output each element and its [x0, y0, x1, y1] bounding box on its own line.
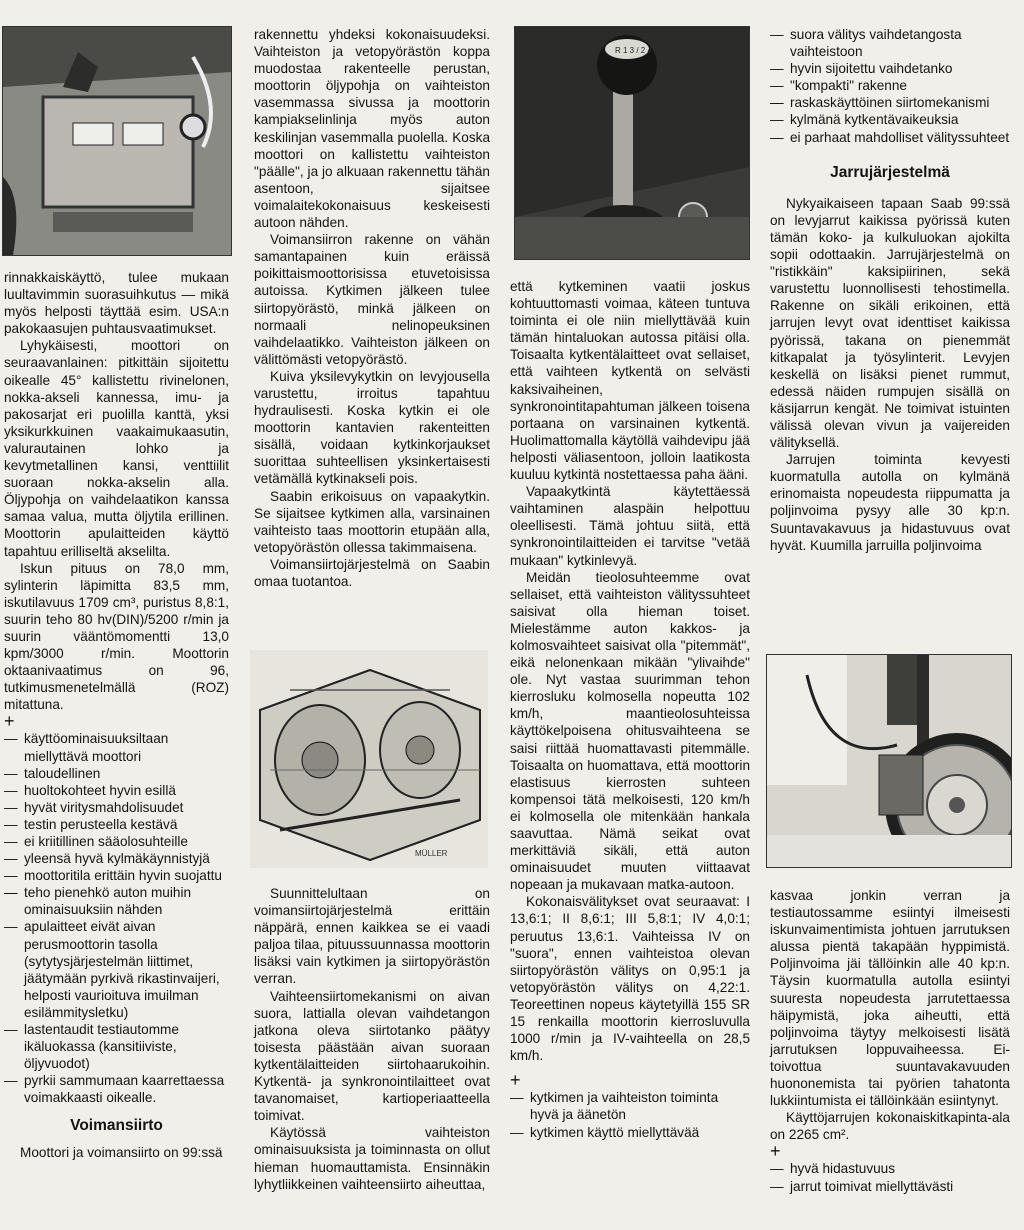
list-item: — testin perusteella kestävä [4, 816, 229, 833]
col4-minus-list [770, 26, 1010, 146]
list-item: — hyvin sijoitettu vaihdetanko [770, 60, 1010, 77]
gear-lever-image [515, 27, 749, 259]
column-2 [254, 26, 490, 590]
col1-para-2: Lyhykäisesti, moottori on seuraavanlainen: pitkittäin sijoitettu oikealle 45° kallistettu rivinelonen, nokka-akseli kannessa, imu- ja pakosarjat eri puolilla kanttä, yksi yksikurkkuinen vaakaimukaasutin, valurautainen lohko ja kevytmetallinen kansi, venttiilit suoraan nokka-akselin alla. Öljypohja on vaihdelaatikon kanssa samaa valua, mutta öljytila erillinen. Moottorin apulaitteiden käyttö tapahtuu erilliseltä akselilta. [4, 338, 229, 559]
col1-plus-sign: + [4, 711, 15, 732]
disc-brake-image [767, 655, 1011, 867]
list-item: — huoltokohteet hyvin esillä [4, 782, 229, 799]
column-4-bottom [770, 887, 1010, 1195]
col1-plus-list [4, 730, 229, 884]
gear-lever-photo [514, 26, 750, 260]
list-item: — kytkimen käyttö miellyttävää [510, 1124, 750, 1141]
list-item: — moottoritila erittäin hyvin suojattu [4, 867, 229, 884]
col1-last-line: Moottori ja voimansiirto on 99:ssä [20, 1144, 223, 1160]
drivetrain-drawing [250, 650, 488, 868]
col2-para-6: Suunnittelultaan on voimansiirtojärjestelmä erittäin näppärä, ennen kaikkea se ei vaadi paljoa tilaa, pituussuunnassa moottorin lisäksi vain kytkimen ja siirtopyörästön verran. [254, 886, 490, 987]
col3-para-1: että kytkeminen vaatii joskus kohtuuttomasti voimaa, käteen tuntuva toiminta ei ole niin miellyttävää kuin tämän hintaluokan autossa pitäisi olla. Toisaalta kytkentälaitteet ovat sellaiset, että vaihteen kytkentä on selvästi kaksivaiheinen, synkronointitapahtuman jälkeen toisena portaana on varsinainen kytkentä. Huolimattomalla käytöllä vaihdevipu jää helposti väliasentoon, jolloin laatikosta kuuluu kytkintä nostettaessa paha ääni. [510, 279, 750, 483]
col4-para-4: Käyttöjarrujen kokonaiskitkapinta-ala on 2265 cm². [770, 1110, 1010, 1143]
list-item: — ei parhaat mahdolliset välityssuhteet [770, 129, 1010, 146]
list-item: — hyvät viritysmahdolisuudet [4, 799, 229, 816]
column-4 [770, 26, 1010, 554]
col2-para-4: Saabin erikoisuus on vapaakytkin. Se sijaitsee kytkimen alla, varsinainen vaihteisto taas moottorin etupään alla, vetopyörästön ollessa takimmaisena. [254, 488, 490, 555]
section-heading-jarrujarjestelma: Jarrujärjestelmä [830, 163, 950, 181]
col4-plus-list [770, 1160, 1010, 1194]
col2-para-1: rakennettu yhdeksi kokonaisuudeksi. Vaihteiston ja vetopyörästön koppa muodostaa rakenteelle perustan, moottorin öljypohja on vaihteiston vasemmassa sivussa ja moottorin kampiakselinlinja myös auton keskilinjan vasemmalla puolella. Koska moottori on kallistettu vaihteiston "päälle", ja jo alkuaan rakennettu tähän asentoon, sijaitsee voimalaitekokonaisuus keskeisesti autoon nähden. [254, 27, 490, 231]
column-2-bottom [254, 885, 490, 1193]
col1-minus-list [4, 884, 229, 1106]
col2-para-5: Voimansiirtojärjestelmä on Saabin omaa tuotantoa. [254, 556, 490, 589]
list-item: — ei kriitillinen sääolosuhteille [4, 833, 229, 850]
drivetrain-illustration [250, 650, 488, 868]
list-item: — apulaitteet eivät aivan perusmoottorin tasolla (sytytysjärjestelmän liittimet, jäätymään pyrkivä rikastinvaijeri, helposti vaurioituva imuilman esilämmitysletku) [4, 918, 229, 1021]
engine-battery-photo [2, 26, 232, 256]
col2-para-3: Kuiva yksilevykytkin on levyjousella varustettu, irroitus tapahtuu hydraulisesti. Koska kytkin ei ole moottorin kantavien rakenteitten sisällä, voidaan kytkinkorjaukset suorittaa suhteellisen yksinkertaisesti vetämällä kytkinakseli pois. [254, 368, 490, 487]
section-heading-voimansiirto: Voimansiirto [70, 1116, 163, 1134]
list-item: — pyrkii sammumaan kaarrettaessa voimakkaasti oikealle. [4, 1072, 229, 1106]
list-item: — "kompakti" rakenne [770, 77, 1010, 94]
list-item: — käyttöominaisuuksiltaan miellyttävä moottori [4, 730, 229, 764]
list-item: — yleensä hyvä kylmäkäynnistyjä [4, 850, 229, 867]
illustrator-signature: MÜLLER [415, 849, 448, 858]
column-3 [510, 278, 750, 1141]
list-item: — raskaskäyttöinen siirtomekanismi [770, 94, 1010, 111]
list-item: — kytkimen ja vaihteiston toiminta hyvä ja äänetön [510, 1089, 750, 1123]
col2-para-7: Vaihteensiirtomekanismi on aivan suora, lattialla olevan vaihdetangon jatkona oleva siirtotanko päätyy toisesta päästään aivan suoraan kytkentälaitteiden siirtohaarukoihin. Kytkentä- ja synkronointilaitteet ovat tavanomaiset, kartioperiaatteella toimivat. [254, 988, 490, 1124]
gear-knob-marking: R 1 3 / 2 4 [615, 46, 652, 55]
col3-para-3: Meidän tieolosuhteemme ovat sellaiset, että vaihteiston välityssuhteet saisivat olla hieman toiset. Mielestämme auton kakkos- ja kolmosvaihteet saisivat olla "pitemmät", eikä nelonenkaan mikään "ylivaihde" ole. Nyt vastaa suurimman tehon kierrosluku kolmosella nopeutta 102 km/h, maantieolosuhteissa käyttökelpoisena ohitusvaihteena se saisi riittää huomattavasti pitemmälle. Toisaalta on huomattava, että moottorin elastisuus kierrosten suhteen kompensoi tätä melkoisesti, 120 km/h ei kolmosella ole mitenkään hankala saavuttaa. Nämä seikat ovat merkittäviä sikäli, että auton ominaisuudet muuten viittaavat nopeaan ja mukavaan matka-autoon. [510, 569, 750, 893]
col4-para-2: Jarrujen toiminta kevyesti kuormatulla autolla on kylmänä erinomaista nopeudesta riippumatta ja poljinvoima pysyy alle 30 kp:n. Suuntavakavuus ja hidastuvuus ovat hyvät. Kuumilla jarruilla poljinvoima [770, 452, 1010, 553]
list-item: — taloudellinen [4, 765, 229, 782]
list-item: — suora välitys vaihdetangosta vaihteistoon [770, 26, 1010, 60]
column-1 [4, 269, 229, 1161]
col2-para-8: Käytössä vaihteiston ominaisuuksista ja toiminnasta on ollut hieman huomauttamista. Ensinnäkin lyhytliikkeinen vaihteensiirto aiheuttaa, [254, 1125, 490, 1192]
list-item: — kylmänä kytkentävaikeuksia [770, 111, 1010, 128]
col1-para-1: rinnakkaiskäyttö, tulee mukaan luultavimmin suorasuihkutus — mikä myös helposti täyttää esim. USA:n pakokaasujen puhtausvaatimukset. [4, 270, 229, 337]
col4-para-1: Nykyaikaiseen tapaan Saab 99:ssä on levyjarrut kaikissa pyörissä kuten tämän koko- ja kulkuluokan ajokilta sopii odottaakin. Jarrujärjestelmä on "ristikkäin" kaksipiirinen, sekä varustettu luonnollisesti tehostimella. Rakenne on sikäli erikoinen, että jarrujen levyt ovat identtiset kaikissa pyörissä, takana on pienemmät kitkapalat ja työsylinterit. Levyjen keskellä on lisäksi pienet rummut, edessä näiden rumpujen sisällä on käsijarrun kengät. Ne toimivat istuinten välissä olevan vivun ja vaijereiden välityksellä. [770, 195, 1010, 451]
disc-brake-photo [766, 654, 1012, 868]
col2-para-2: Voimansiirron rakenne on vähän samantapainen kuin eräissä poikittaismoottorisissa etuvetoisissa autoissa. Kytkimen jälkeen tulee siirtopyörästö, minkä jälkeen on normaali nelinopeuksinen vaihdelaatikko. Vaihteiston jälkeen on välittömästi vetopyörästö. [254, 232, 490, 367]
col3-para-4: Kokonaisvälitykset ovat seuraavat: I 13,6:1; II 8,6:1; III 5,8:1; IV 4,0:1; peruutus 13,6:1. Vaihteissa IV on "suora", ennen vaihteistoa olevan siirtopyörästön välitys on 0,95:1 ja vetopyörästön välitys on 4,22:1. Teoreettinen nopeus käytetyillä 155 SR 15 renkailla moottorin kierrosluvulla 1000 r/min ja IV-vaihteella on 28,5 km/h. [510, 894, 750, 1064]
engine-battery-image [3, 27, 231, 255]
col3-para-2: Vapaakytkintä käytettäessä vaihtaminen alaspäin helpottuu oleellisesti. Tämä johtuu siitä, että synkronointilaitteiden ei tarvitse "vetää mukaan" kytkinlevyä. [510, 484, 750, 568]
list-item: — hyvä hidastuvuus [770, 1160, 1010, 1177]
col1-para-3: Iskun pituus on 78,0 mm, sylinterin läpimitta 83,5 mm, iskutilavuus 1709 cm³, puristus 8,8:1, suurin teho 80 hv(DIN)/5200 r/min ja suurin vääntömomentti 13,0 kpm/3000 r/min. Moottorin oktaanivaatimus on 96, tutkimusmenetelmällä (ROZ) mitattuna. [4, 560, 229, 713]
col4-plus-sign: + [770, 1141, 781, 1162]
list-item: — teho pienehkö auton muihin ominaisuuksiin nähden [4, 884, 229, 918]
col3-plus-sign: + [510, 1070, 521, 1091]
list-item: — lastentaudit testiautomme ikäluokassa (kansitiiviste, öljyvuodot) [4, 1021, 229, 1072]
col4-para-3: kasvaa jonkin verran ja testiautossamme esiintyi ilmeisesti iskunvaimentimista johtuen jarrutuksen alussa pientä takapään hyppimistä. Poljinvoima jäi tällöinkin alle 40 kp:n. Täysin kuormatulla autolla esiintyi suuresta nopeudesta jarrutettaessa häipymistä, joka aiheutti, että poljinvoima täytyy melkoisesti lisätä jarrutuksen loppuvaiheessa. Ei-toivottua suuntavakavuuden huononemista tai pyörien tahatonta lukkiintumista ei tällöinkään esiintynyt. [770, 888, 1010, 1109]
list-item: — jarrut toimivat miellyttävästi [770, 1178, 1010, 1195]
col3-plus-list [510, 1089, 750, 1140]
